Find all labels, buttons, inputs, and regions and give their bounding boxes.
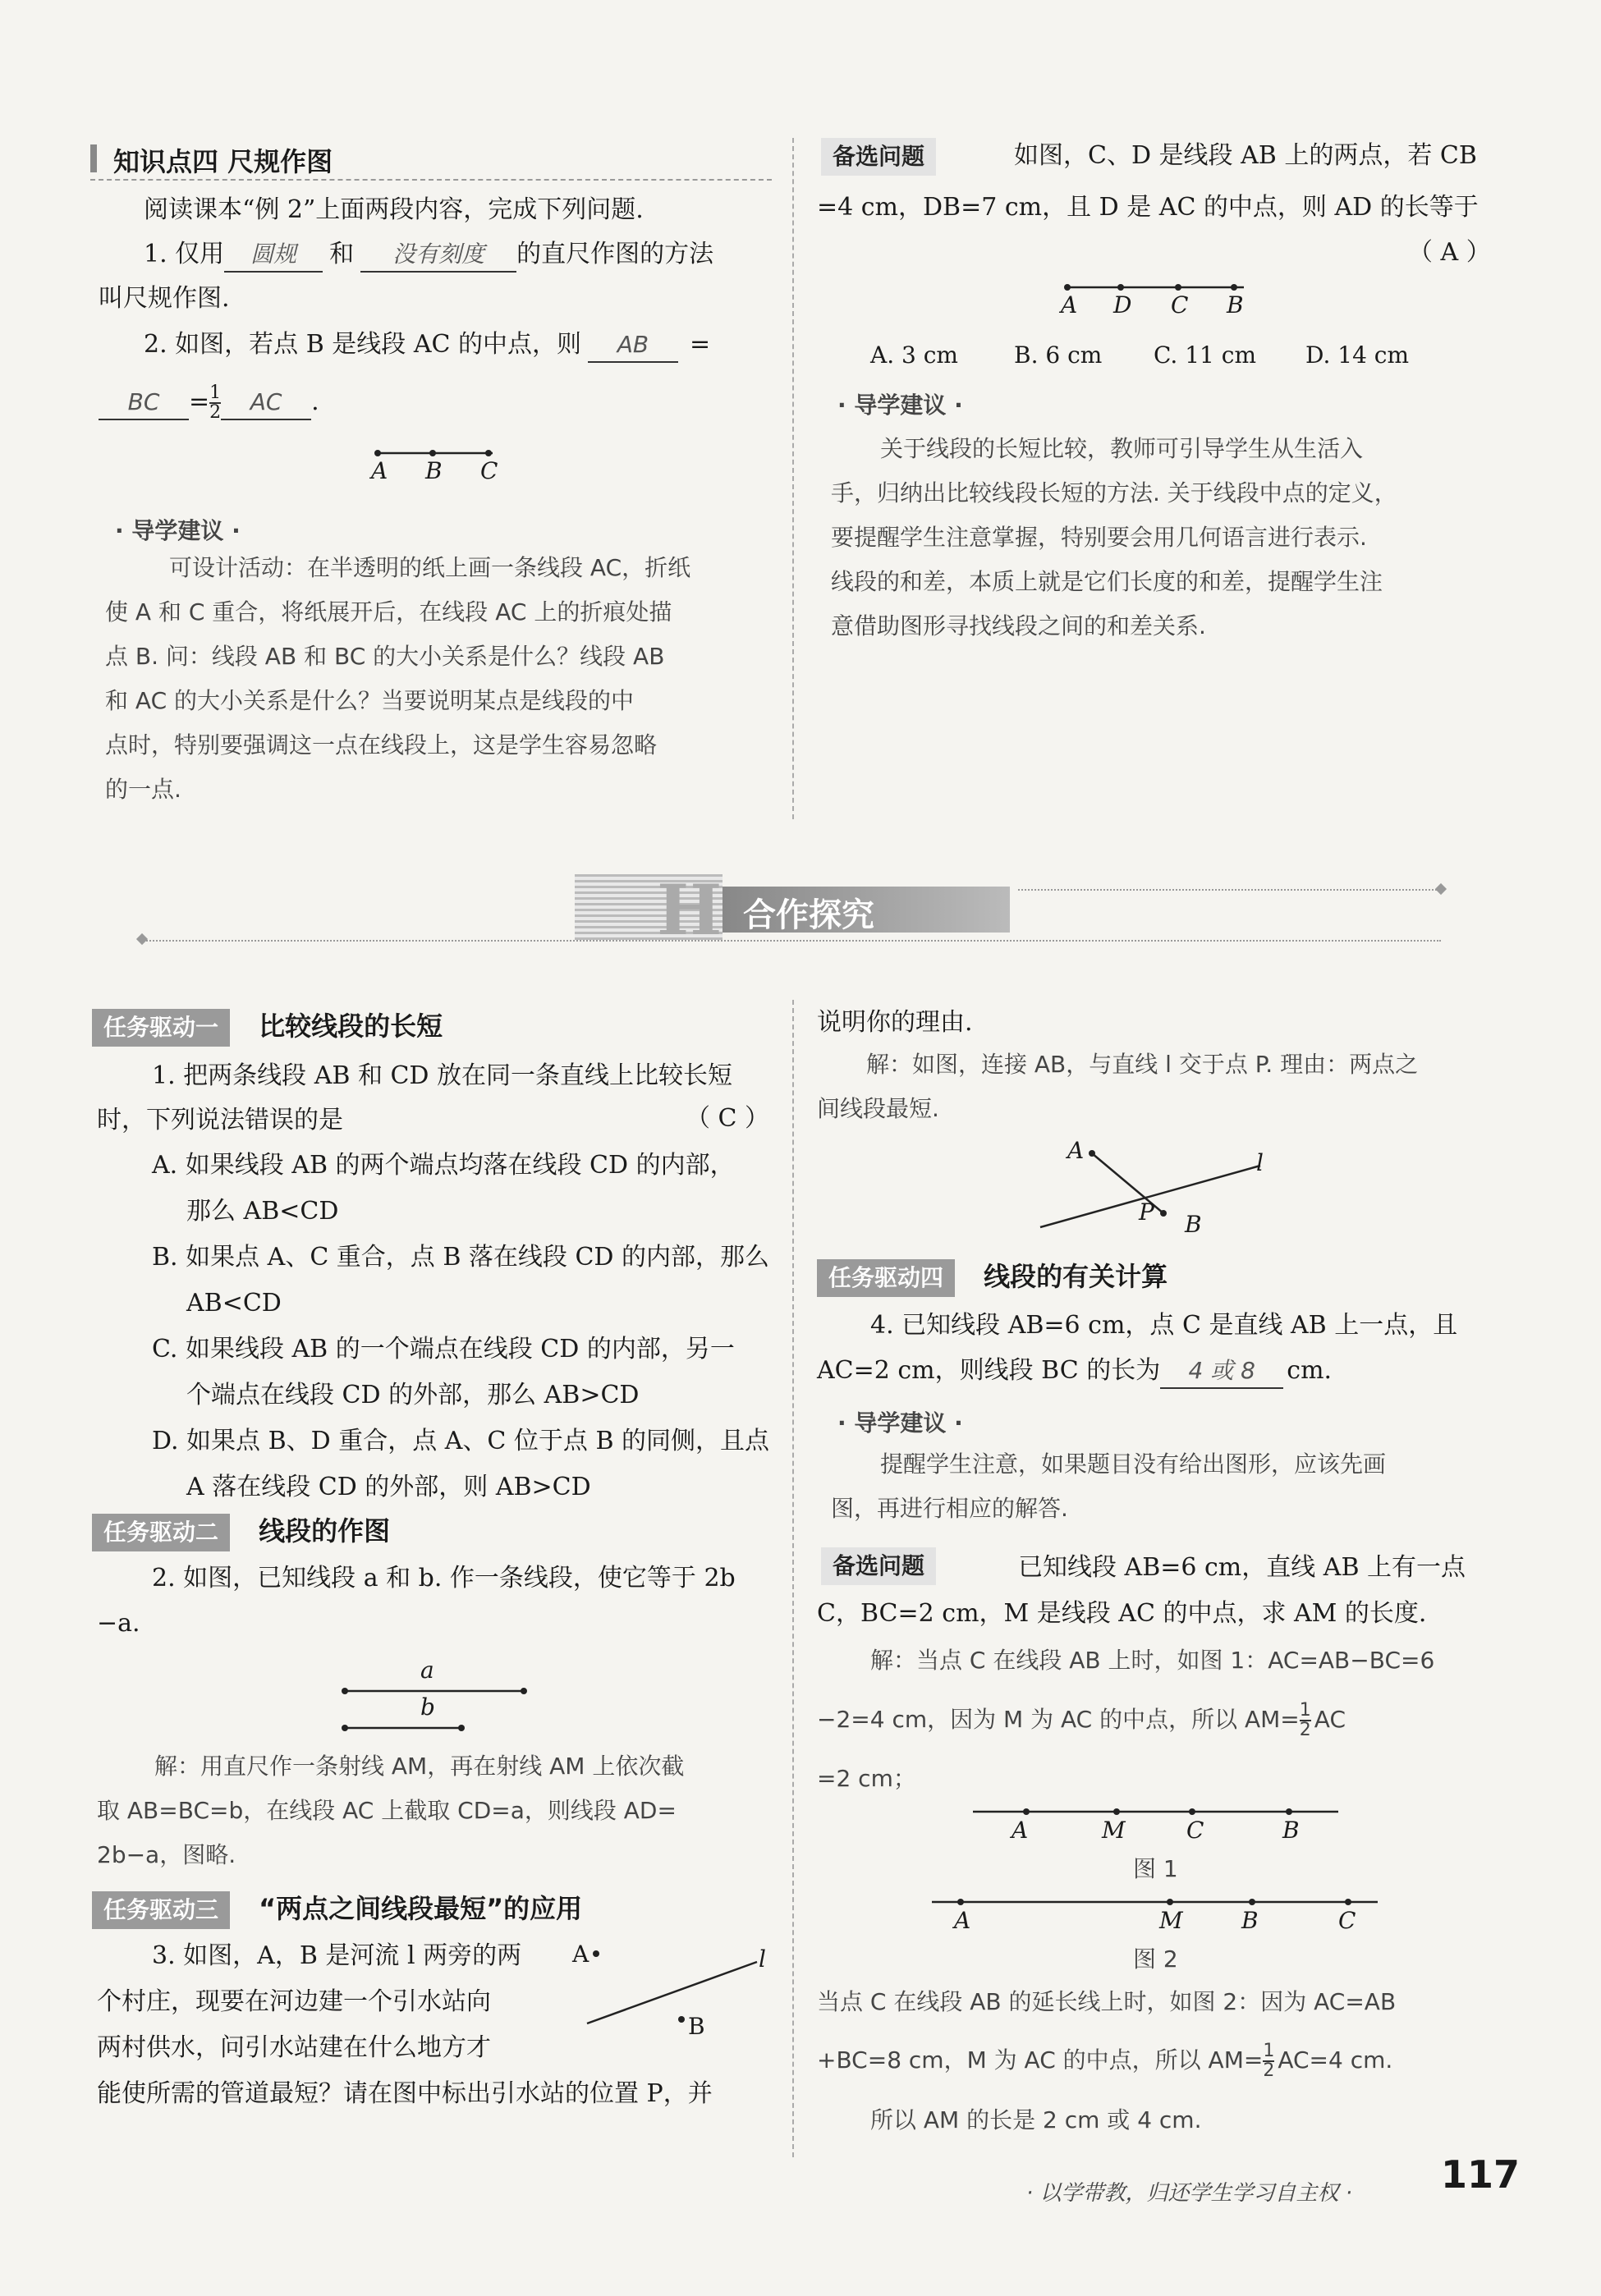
- task2-question-line1: 2. 如图，已知线段 a 和 b. 作一条线段，使它等于 2b: [152, 1564, 736, 1593]
- alt2-line2: C，BC=2 cm，M 是线段 AC 的中点，求 AM 的长度.: [817, 1599, 1427, 1628]
- knowledge-point-title: 知识点四 尺规作图: [113, 146, 333, 177]
- banner-letter: H: [657, 869, 723, 951]
- section-banner: [575, 869, 1018, 951]
- knowledge-point-header: [90, 138, 772, 181]
- task4-question-line2: AC=2 cm，则线段 BC 的长为 4 或 8 cm.: [817, 1348, 1332, 1394]
- river-figure: [567, 1937, 780, 2036]
- banner-title: 合作探究: [743, 896, 874, 934]
- task1-header: [92, 1006, 443, 1047]
- label-a2: A: [1061, 291, 1078, 319]
- task2-tag: 任务驱动二: [92, 1514, 230, 1551]
- section-banner-line: [144, 940, 1441, 942]
- fig1-caption: 图 1: [1133, 1855, 1178, 1882]
- footer-slogan: · 以学带教，归还学生学习自主权 ·: [1026, 2181, 1353, 2206]
- task4-header: [817, 1256, 1167, 1297]
- task1-answer: （ C ）: [686, 1104, 770, 1133]
- task2-solution: 解：用直尺作一条射线 AM，再在射线 AM 上依次截 取 AB=BC=b，在线段 AC 上截取 CD=a，则线段 AD= 2b−a，图略.: [97, 1753, 685, 1868]
- label-sol-a: A: [1067, 1137, 1085, 1164]
- label-a: A: [371, 457, 388, 484]
- label-b2: B: [1227, 291, 1244, 319]
- label-seg-b: b: [420, 1693, 435, 1721]
- alt2-sol3: =2 cm；: [817, 1765, 916, 1792]
- task1-options: A. 如果线段 AB 的两个端点均落在线段 CD 的内部， 那么 AB<CD B. 如果点 A、C 重合，点 B 落在线段 CD 的内部，那么 AB<CD C. 如果线段 AB 的一个端点在线段 CD 的内部，另一 个端点在线段 CD 的外部，那么 AB>CD D. 如果点 B、D 重合，点 A、C 位于点 B 的同侧，且点 A 落在线段 CD 的外部，则 AB>CD: [152, 1151, 770, 1501]
- label-c2: C: [1171, 291, 1189, 319]
- fig1-label-a: A: [1012, 1817, 1029, 1844]
- option-a: A. 3 cm: [870, 341, 958, 369]
- label-village-b: B: [688, 2013, 705, 2040]
- label-village-a: A: [572, 1941, 589, 1968]
- label-seg-a: a: [420, 1657, 434, 1684]
- guide-box-left: 可设计活动：在半透明的纸上画一条线段 AC，折纸 使 A 和 C 重合，将纸展开后，在线段 AC 上的折痕处描 点 B. 问：线段 AB 和 BC 的大小关系是什么？线段 AB 和 AC 的大小关系是什么？当要说明某点是线段的中 点时，特别要强调这一点在线段上，这是学生容易忽略 的一点.: [105, 554, 691, 803]
- question-1: 1. 仅用 圆规 和 没有刻度 的直尺作图的方法: [144, 231, 713, 277]
- label-b: B: [425, 457, 443, 484]
- task2-question-line2: −a.: [97, 1609, 140, 1638]
- banner-diamond-left: [136, 933, 148, 945]
- alt2-line1: 已知线段 AB=6 cm，直线 AB 上有一点: [1018, 1553, 1466, 1582]
- guide-title-right: · 导学建议 ·: [837, 392, 963, 419]
- column-divider-top: [792, 138, 794, 819]
- alt2-sol4: 当点 C 在线段 AB 的延长线上时，如图 2：因为 AC=AB: [817, 1988, 1397, 2015]
- task1-tag: 任务驱动一: [92, 1009, 230, 1047]
- question-2: 2. 如图，若点 B 是线段 AC 的中点，则 AB =: [144, 322, 710, 368]
- alt-question-line1: 如图，C、D 是线段 AB 上的两点，若 CB: [1014, 141, 1477, 170]
- answer-blank-5: AC: [221, 386, 311, 420]
- label-sol-l: l: [1256, 1149, 1264, 1176]
- fig2-caption: 图 2: [1133, 1945, 1178, 1973]
- task4-tag: 任务驱动四: [817, 1259, 955, 1297]
- guide-title-task4: · 导学建议 ·: [837, 1409, 963, 1437]
- task2-title: 线段的作图: [259, 1515, 391, 1547]
- segment-a-b-figure: [337, 1683, 534, 1748]
- fig1-label-m: M: [1102, 1817, 1126, 1844]
- answer-blank-2: 没有刻度: [360, 238, 516, 273]
- fig2-label-b: B: [1241, 1907, 1259, 1934]
- task1-title: 比较线段的长短: [259, 1011, 443, 1042]
- alt2-tag: 备选问题: [821, 1547, 936, 1585]
- figure-2: [928, 1892, 1388, 1917]
- guide-title-left: · 导学建议 ·: [115, 517, 241, 544]
- answer-blank-4: BC: [99, 386, 189, 420]
- fraction-half: $\frac{1}{2}$: [209, 383, 222, 423]
- task3-solution: 解：如图，连接 AB，与直线 l 交于点 P. 理由：两点之 间线段最短.: [817, 1051, 1419, 1122]
- page-number: 117: [1441, 2152, 1521, 2197]
- option-b: B. 6 cm: [1014, 341, 1103, 369]
- fraction-half-2: $\frac{1}{2}$: [1299, 1700, 1311, 1740]
- label-d: D: [1113, 291, 1132, 319]
- fraction-half-3: $\frac{1}{2}$: [1263, 2041, 1275, 2081]
- fig1-label-c: C: [1186, 1817, 1204, 1844]
- task2-header: [92, 1510, 390, 1551]
- banner-line-right: [1018, 889, 1437, 891]
- task3-title: “两点之间线段最短”的应用: [259, 1893, 583, 1924]
- task4-title: 线段的有关计算: [984, 1261, 1168, 1292]
- fig2-label-a: A: [954, 1907, 971, 1934]
- task3-header: [92, 1888, 582, 1929]
- label-river-l: l: [759, 1945, 766, 1973]
- kp-intro: 阅读课本“例 2”上面两段内容，完成下列问题.: [144, 195, 644, 224]
- option-d: D. 14 cm: [1305, 341, 1410, 369]
- fig1-label-b: B: [1282, 1817, 1300, 1844]
- alt-question-answer: （ A ）: [1408, 238, 1491, 267]
- option-c: C. 11 cm: [1154, 341, 1256, 369]
- guide-box-task4: 提醒学生注意，如果题目没有给出图形，应该先画 图，再进行相应的解答.: [831, 1450, 1387, 1522]
- task3-question: 3. 如图，A，B 是河流 l 两旁的两 个村庄，现要在河边建一个引水站向 两村供水，问引水站建在什么地方才 能使所需的管道最短？请在图中标出引水站的位置 P，并: [97, 1941, 713, 2108]
- label-sol-p: P: [1139, 1198, 1154, 1226]
- alt2-sol1: 解：当点 C 在线段 AB 上时，如图 1：AC=AB−BC=6: [870, 1647, 1435, 1674]
- alt-question-line2: =4 cm，DB=7 cm，且 D 是 AC 的中点，则 AD 的长等于: [817, 193, 1479, 222]
- question-1-line2: 叫尺规作图.: [99, 284, 230, 313]
- answer-blank-1: 圆规: [224, 238, 323, 273]
- label-c: C: [480, 457, 498, 484]
- alt2-sol5: +BC=8 cm，M 为 AC 的中点，所以 AM= $\frac{1}{2}$ AC=4 cm.: [817, 2041, 1393, 2081]
- alt-question-tag: 备选问题: [821, 138, 936, 176]
- fig2-label-m: M: [1159, 1907, 1183, 1934]
- column-divider-bottom: [792, 1000, 794, 2157]
- task1-question-line1: 1. 把两条线段 AB 和 CD 放在同一条直线上比较长短: [152, 1061, 733, 1090]
- task1-question-line2: 时，下列说法错误的是: [97, 1106, 343, 1134]
- task4-answer-blank: 4 或 8: [1160, 1354, 1283, 1389]
- answer-blank-3: AB: [588, 328, 678, 363]
- alt2-sol2: −2=4 cm，因为 M 为 AC 的中点，所以 AM= $\frac{1}{2}$ AC: [817, 1700, 1346, 1740]
- question-2-line2: BC = $\frac{1}{2}$ AC .: [99, 379, 319, 425]
- banner-diamond-right: [1435, 883, 1447, 895]
- alt2-sol6: 所以 AM 的长是 2 cm 或 4 cm.: [870, 2106, 1202, 2133]
- task3-tag: 任务驱动三: [92, 1891, 230, 1929]
- label-sol-b: B: [1185, 1211, 1202, 1238]
- fig2-label-c: C: [1338, 1907, 1356, 1934]
- task4-question-line1: 4. 已知线段 AB=6 cm，点 C 是直线 AB 上一点，且: [870, 1311, 1458, 1340]
- guide-box-right: 关于线段的长短比较，教师可引导学生从生活入 手，归纳出比较线段长短的方法. 关于线段中点的定义， 要提醒学生注意掌握，特别要会用几何语言进行表示. 线段的和差，本质上就是它们长度的和差，提醒学生注 意借助图形寻找线段之间的和差关系.: [831, 435, 1397, 639]
- task3-reason-line: 说明你的理由.: [817, 1008, 973, 1037]
